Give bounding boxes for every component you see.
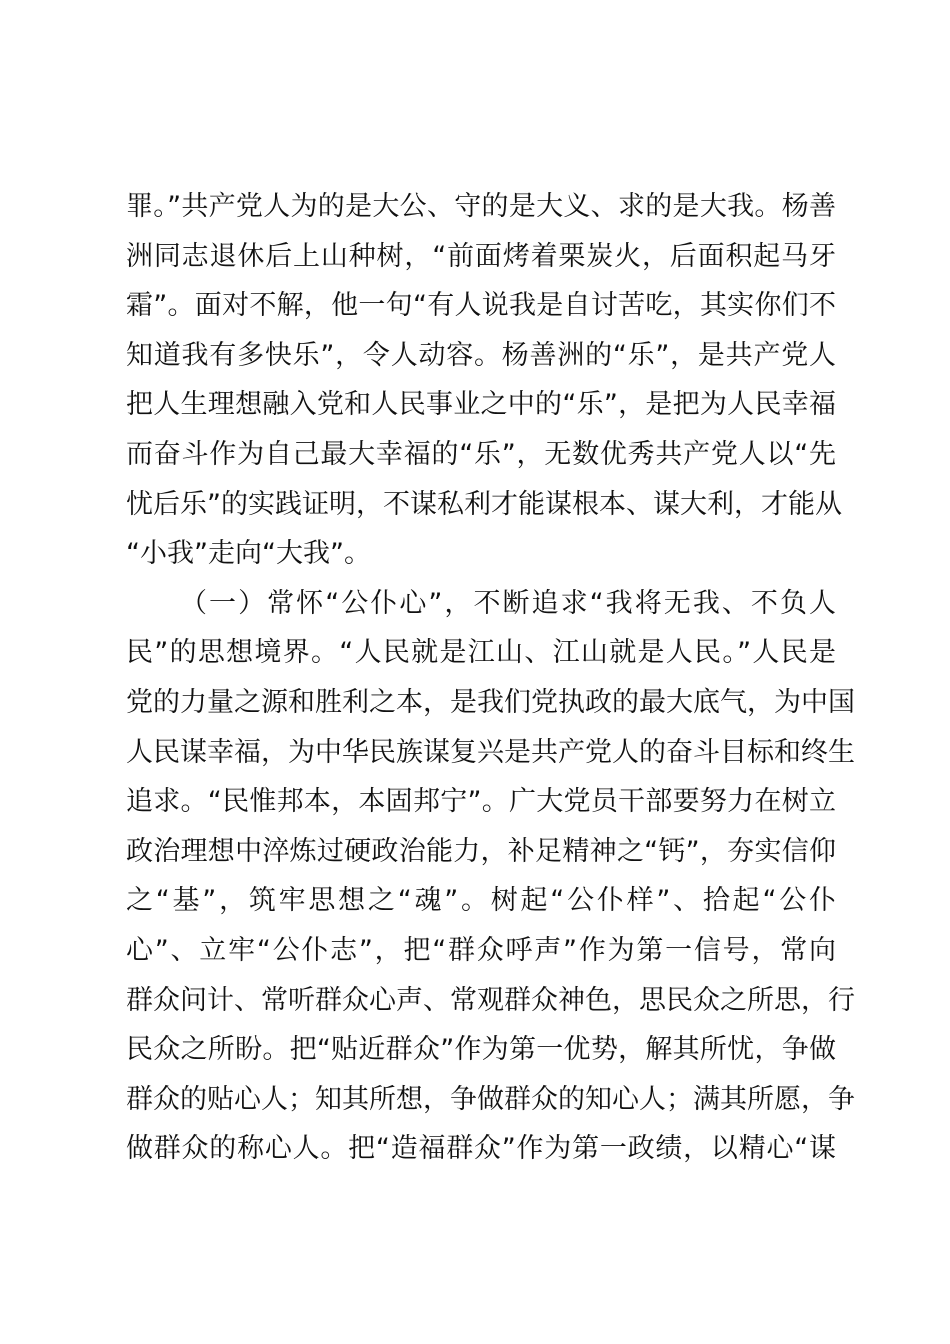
text-line: （一）常怀“公仆心”，不断追求“我将无我、不负人 bbox=[180, 587, 836, 619]
text-line: 群众问计、常听群众心声、常观群众神色，思民众之所思，行 bbox=[126, 984, 855, 1016]
text-line: 党的力量之源和胜利之本，是我们党执政的最大底气，为中国 bbox=[126, 686, 855, 718]
text-line: 追求。“民惟邦本，本固邦宁”。广大党员干部要努力在树立 bbox=[126, 786, 836, 818]
paragraph-1 bbox=[126, 182, 842, 579]
text-line: 做群众的称心人。把“造福群众”作为第一政绩，以精心“谋 bbox=[126, 1133, 836, 1165]
body-text bbox=[126, 182, 855, 1174]
text-line: 霜”。面对不解，他一句“有人说我是自讨苦吃，其实你们不 bbox=[126, 290, 836, 322]
text-line: 而奋斗作为自己最大幸福的“乐”，无数优秀共产党人以“先 bbox=[126, 438, 836, 470]
text-line: 民众之所盼。把“贴近群众”作为第一优势，解其所忧，争做 bbox=[126, 1034, 836, 1066]
text-line: 心”、立牢“公仆志”，把“群众呼声”作为第一信号，常向 bbox=[126, 934, 836, 966]
text-line: 把人生理想融入党和人民事业之中的“乐”，是把为人民幸福 bbox=[126, 389, 836, 421]
text-line: 忧后乐”的实践证明，不谋私利才能谋根本、谋大利，才能从 bbox=[126, 488, 842, 520]
text-line: 洲同志退休后上山种树，“前面烤着栗炭火，后面积起马牙 bbox=[126, 240, 836, 272]
paragraph-2 bbox=[126, 579, 855, 1174]
text-line: 知道我有多快乐”，令人动容。杨善洲的“乐”，是共产党人 bbox=[126, 339, 836, 371]
text-line: 群众的贴心人；知其所想，争做群众的知心人；满其所愿，争 bbox=[126, 1083, 855, 1115]
text-line: 人民谋幸福，为中华民族谋复兴是共产党人的奋斗目标和终生 bbox=[126, 736, 855, 768]
text-line: 之“基”，筑牢思想之“魂”。树起“公仆样”、拾起“公仆 bbox=[126, 885, 836, 917]
text-line: 罪。”共产党人为的是大公、守的是大义、求的是大我。杨善 bbox=[126, 191, 836, 222]
text-line: 政治理想中淬炼过硬政治能力，补足精神之“钙”，夯实信仰 bbox=[126, 835, 836, 867]
text-line: “小我”走向“大我”。 bbox=[126, 538, 371, 570]
text-line: 民”的思想境界。“人民就是江山、江山就是人民。”人民是 bbox=[126, 637, 836, 669]
